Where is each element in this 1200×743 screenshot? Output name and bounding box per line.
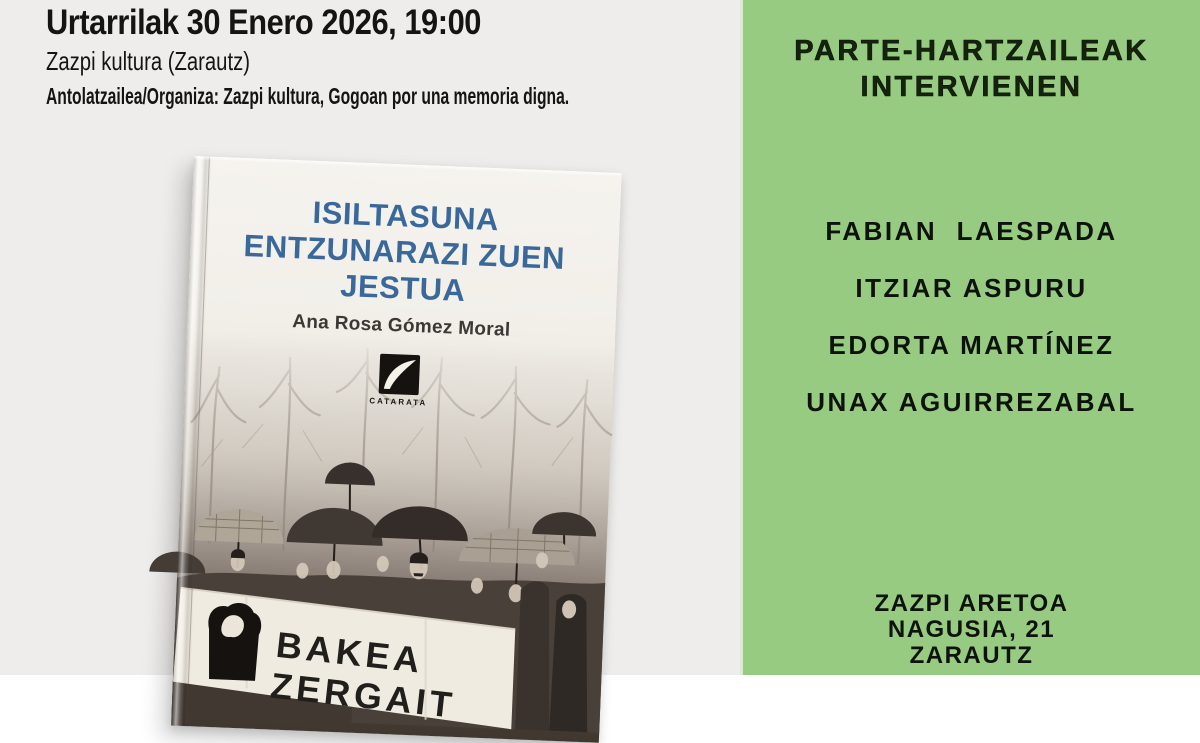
participant-name: UNAX AGUIRREZABAL: [806, 387, 1137, 417]
cover-text-block: [184, 156, 621, 415]
event-date: Urtarrilak 30 Enero 2026, 19:00: [46, 3, 481, 42]
event-info: [46, 4, 815, 109]
participants-list: [743, 218, 1200, 446]
participant-name: FABIAN LAESPADA: [825, 216, 1118, 246]
venue-line: ZAZPI ARETOA: [874, 590, 1069, 617]
banner-line1: BAKEA: [274, 623, 426, 681]
participant-name: EDORTA MARTÍNEZ: [828, 330, 1115, 360]
venue-block: [743, 591, 1200, 669]
venue-line: NAGUSIA, 21: [887, 616, 1056, 643]
venue-line: ZARAUTZ: [909, 642, 1034, 669]
book-title: [188, 190, 620, 315]
event-place: Zazpi kultura (Zarautz): [46, 46, 250, 76]
book-title-line: ISILTASUNA: [311, 194, 500, 238]
book-cover: [171, 156, 622, 743]
event-organizer: Antolatzailea/Organiza: Zazpi kultura, Gogoan por una memoria digna.: [46, 83, 570, 109]
book-title-line: ENTZUNARAZI ZUEN: [243, 228, 566, 276]
book-author: Ana Rosa Gómez Moral: [291, 311, 511, 341]
catarata-logo-icon: [379, 354, 421, 396]
participants-heading-line: INTERVIENEN: [860, 71, 1083, 103]
publisher-wordmark: CATARATA: [369, 396, 428, 408]
book-title-line: JESTUA: [339, 267, 467, 308]
participants-heading-line: PARTE-HARTZAILEAK: [794, 35, 1149, 67]
banner-line2: ZERGAIT: [268, 664, 458, 726]
peace-fist-logo: [206, 602, 262, 681]
participant-name: ITZIAR ASPURU: [855, 273, 1088, 303]
